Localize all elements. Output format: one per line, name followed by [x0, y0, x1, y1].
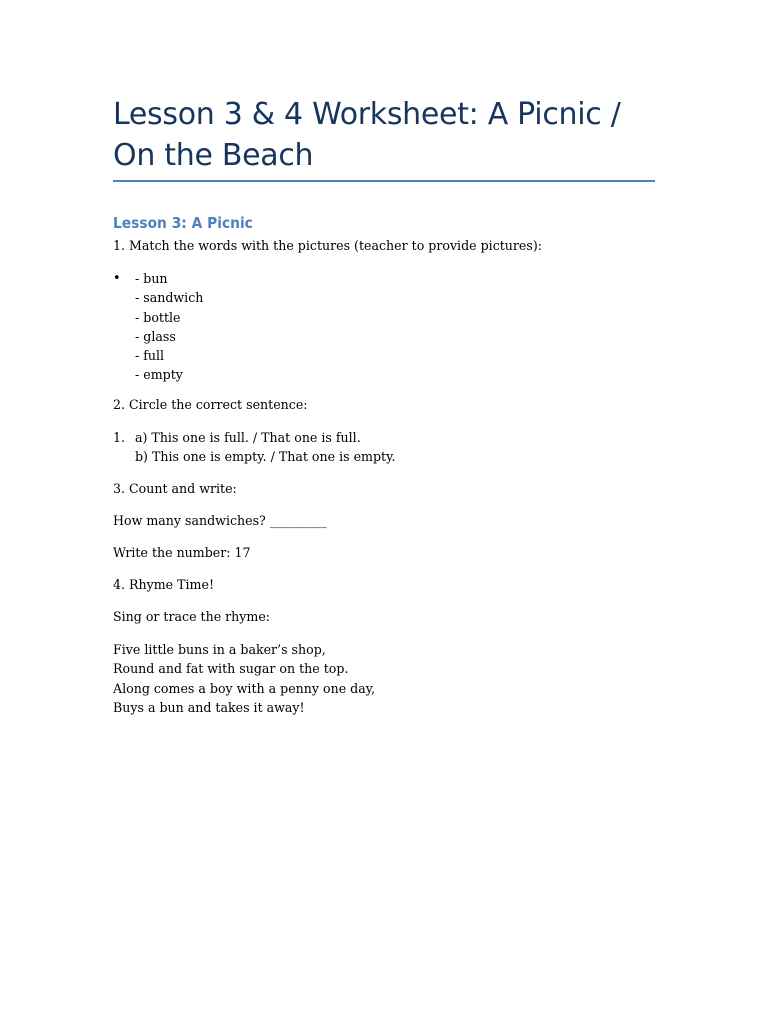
- rhyme-line: Along comes a boy with a penny one day,: [113, 680, 376, 696]
- word-item: - glass: [135, 328, 176, 344]
- count-question: How many sandwiches? _________: [113, 513, 327, 528]
- rhyme-instruction: Sing or trace the rhyme:: [113, 609, 271, 624]
- question-4-prompt: 4. Rhyme Time!: [113, 577, 215, 592]
- question-1-prompt: 1. Match the words with the pictures (teacher to provide pictures):: [113, 238, 543, 253]
- question-2-prompt: 2. Circle the correct sentence:: [113, 397, 308, 412]
- rhyme-block: [113, 640, 375, 717]
- rhyme-line: Buys a bun and takes it away!: [113, 699, 305, 715]
- word-item: - empty: [135, 367, 183, 383]
- question-3-prompt: 3. Count and write:: [113, 481, 237, 496]
- word-item: - bun: [135, 271, 168, 286]
- sentence-option-a: a) This one is full. / That one is full.: [135, 430, 361, 445]
- rhyme-line: Five little buns in a baker’s shop,: [113, 642, 326, 657]
- word-item: - sandwich: [135, 290, 204, 306]
- sentence-option-b: b) This one is empty. / That one is empty.: [135, 449, 396, 465]
- rhyme-line: Round and fat with sugar on the top.: [113, 661, 349, 677]
- word-item: - full: [135, 348, 165, 364]
- bullet-icon: •: [113, 271, 121, 286]
- count-answer: Write the number: 17: [113, 545, 251, 560]
- section-heading: Lesson 3: A Picnic: [113, 214, 253, 232]
- page-title: Lesson 3 & 4 Worksheet: A Picnic / On the Beach: [113, 97, 621, 173]
- list-number: 1.: [113, 430, 126, 445]
- word-item: - bottle: [135, 309, 181, 325]
- title-underline-divider: [113, 180, 655, 182]
